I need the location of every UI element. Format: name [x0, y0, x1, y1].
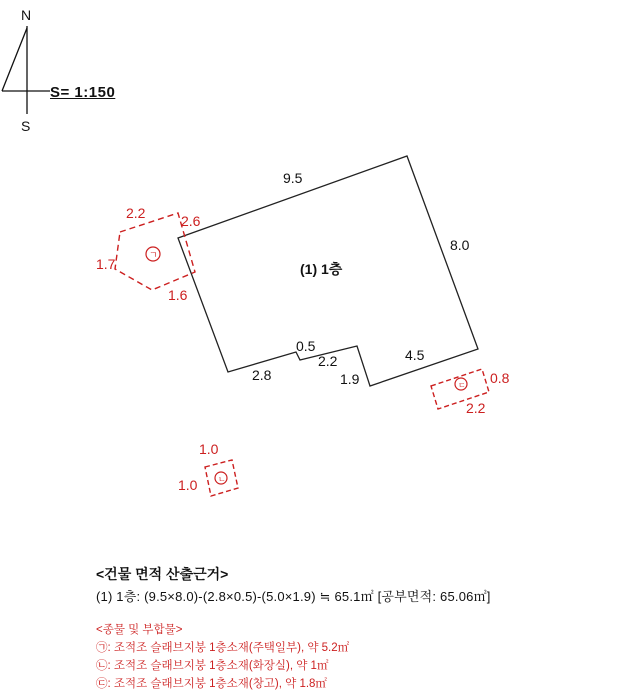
annex-b-dim-top: 1.0: [199, 441, 219, 457]
annex-item-b: ㉡: 조적조 슬래브지붕 1층소재(화장실), 약 1㎡: [96, 660, 329, 672]
annex-c: [431, 369, 510, 416]
notes-heading: <건물 면적 산출근거>: [96, 566, 229, 582]
annex-c-symbol: ㄷ: [458, 381, 466, 390]
compass-south-label: S: [21, 118, 31, 134]
annex-b: [178, 441, 238, 496]
north-arrow: [2, 7, 50, 134]
annex-item-c: ㉢: 조적조 슬래브지붕 1층소재(창고), 약 1.8㎡: [96, 678, 327, 690]
annex-a-symbol: ㄱ: [149, 250, 158, 260]
compass-north-label: N: [21, 7, 32, 23]
dim-bottom-right: 4.5: [405, 347, 425, 363]
annex-a-dim-right: 2.6: [181, 213, 201, 229]
annex-a-dim-bottom: 1.6: [168, 287, 188, 303]
dim-right: 8.0: [450, 237, 470, 253]
annex-a-dim-left: 1.7: [96, 256, 116, 272]
scale-label: S= 1:150: [50, 84, 116, 101]
annex-c-dim-right: 0.8: [490, 370, 510, 386]
dim-step-mid: 2.2: [318, 353, 338, 369]
annex-b-dim-left: 1.0: [178, 477, 198, 493]
building-label: (1) 1층: [300, 261, 343, 277]
area-formula: (1) 1층: (9.5×8.0)-(2.8×0.5)-(5.0×1.9) ≒ 65.1㎡ [공부면적: 65.06㎡]: [96, 589, 491, 604]
annex-item-a: ㉠: 조적조 슬래브지붕 1층소재(주택일부), 약 5.2㎡: [96, 642, 350, 654]
annex-b-symbol: ㄴ: [218, 475, 226, 484]
annex-title: <종물 및 부합물>: [96, 624, 183, 636]
compass-diagonal: [2, 28, 27, 91]
dim-top: 9.5: [283, 170, 303, 186]
dim-bottom-left: 2.8: [252, 367, 272, 383]
annex-a-dim-top: 2.2: [126, 205, 146, 221]
annex-c-dim-bottom: 2.2: [466, 400, 486, 416]
annex-a: [96, 205, 201, 303]
dim-notch: 0.5: [296, 338, 316, 354]
area-notes: [96, 564, 491, 693]
dim-step-bottom: 1.9: [340, 371, 360, 387]
